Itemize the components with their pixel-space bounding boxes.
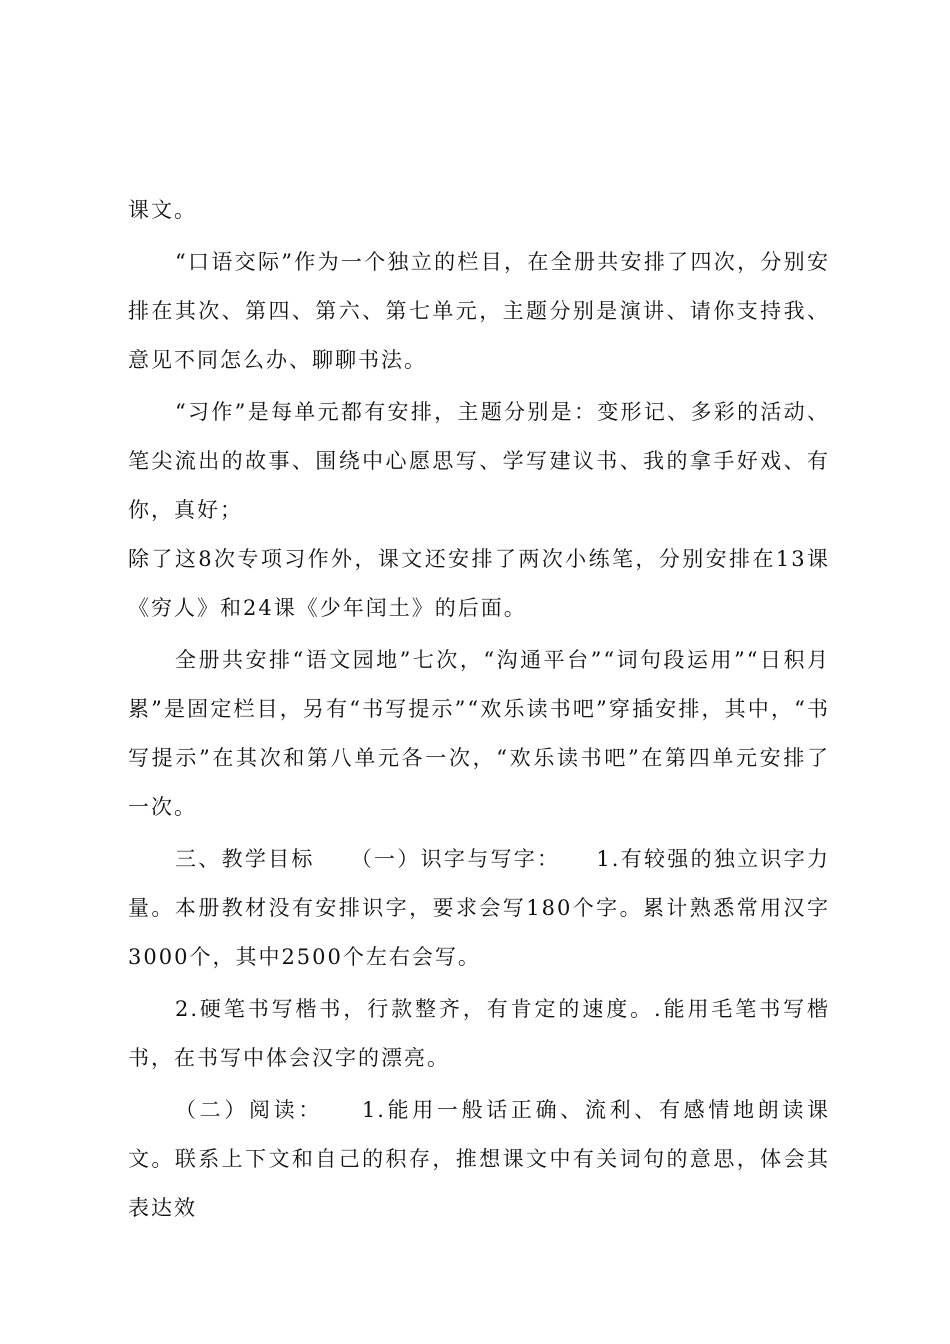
paragraph-5: 全册共安排“语文园地”七次，“沟通平台”“词句段运用”“日积月累”是固定栏目，另有“书写提示”“欢乐读书吧”穿插安排，其中，“书写提示”在其次和第八单元各一次，“欢乐读书吧”在第四单元安排了一次。 [128, 648, 830, 819]
paragraph-6: 三、教学目标 （一）识字与写字： 1.有较强的独立识字力量。本册教材没有安排识字，要求会写180个字。累计熟悉常用汉字3000个，其中2500个左右会写。 [128, 847, 830, 969]
paragraph-8: （二）阅读： 1.能用一般话正确、流利、有感情地朗读课文。联系上下文和自己的积存，推想课文中有关词句的意思，体会其表达效 [128, 1098, 830, 1220]
paragraph-7: 2.硬笔书写楷书，行款整齐，有肯定的速度。.能用毛笔书写楷书，在书写中体会汉字的漂亮。 [128, 997, 830, 1070]
paragraph-1: 课文。 [128, 198, 197, 222]
paragraph-3: “习作”是每单元都有安排，主题分别是：变形记、多彩的活动、笔尖流出的故事、围绕中心愿思写、学写建议书、我的拿手好戏、有你，真好； [128, 400, 830, 522]
paragraph-4: 除了这8次专项习作外，课文还安排了两次小练笔，分别安排在13课《穷人》和24课《少年闰土》的后面。 [128, 547, 830, 620]
paragraph-2: “口语交际”作为一个独立的栏目，在全册共安排了四次，分别安排在其次、第四、第六、第七单元，主题分别是演讲、请你支持我、意见不同怎么办、聊聊书法。 [128, 250, 830, 372]
document-body [128, 186, 830, 1233]
